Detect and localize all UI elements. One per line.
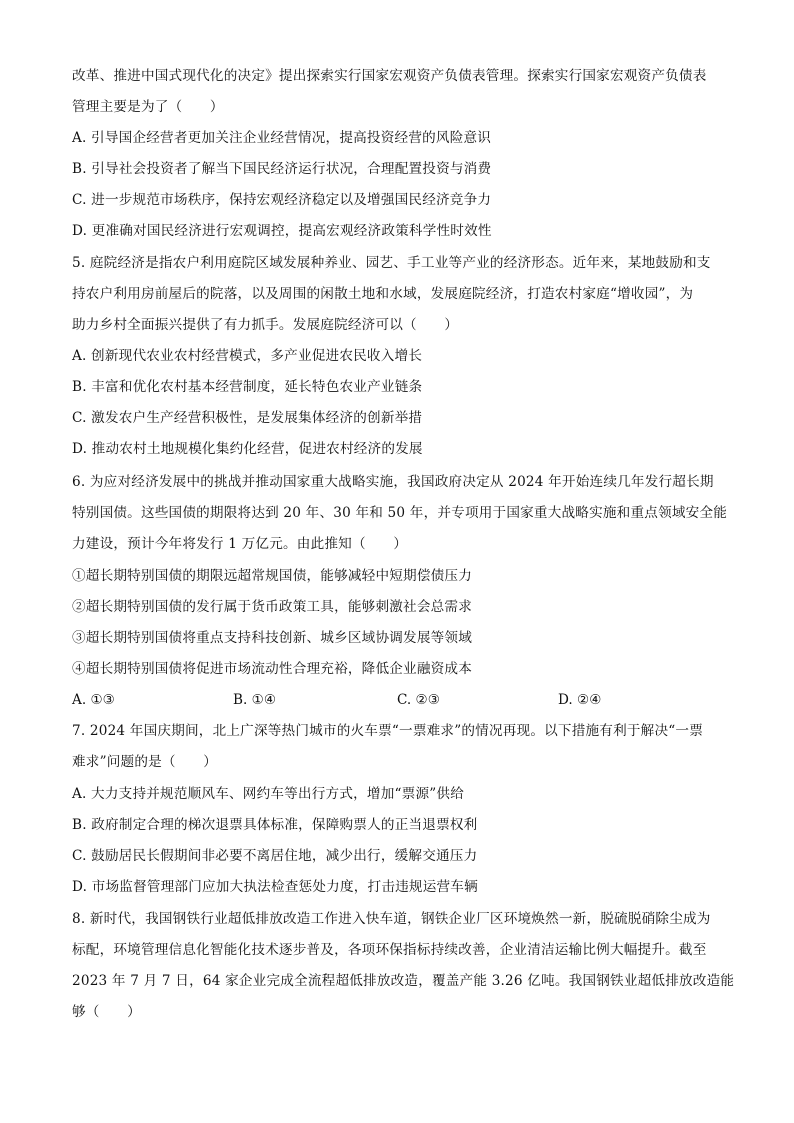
q7-stem-line-2: 难求”问题的是（ ） xyxy=(72,754,218,770)
q4-option-d: D. 更准确对国民经济进行宏观调控，提高宏观经济政策科学性时效性 xyxy=(72,223,492,239)
q6-statement-1: ①超长期特别国债的期限远超常规国债，能够减轻中短期偿债压力 xyxy=(72,568,473,584)
q8-stem-line-3: 2023 年 7 月 7 日，64 家企业完成全流程超低排放改造，覆盖产能 3.26 亿吨。我国钢铁业超低排放改造能 xyxy=(72,973,735,989)
q7-option-c: C. 鼓励居民长假期间非必要不离居住地，减少出行，缓解交通压力 xyxy=(72,848,478,864)
q4-option-c: C. 进一步规范市场秩序，保持宏观经济稳定以及增强国民经济竞争力 xyxy=(72,192,492,208)
q6-option-c: C. ②③ xyxy=(397,692,440,708)
q8-stem-line-1: 8. 新时代，我国钢铁行业超低排放改造工作进入快车道，钢铁企业厂区环境焕然一新，脱硫脱硝除尘成为 xyxy=(72,911,711,927)
q7-option-d: D. 市场监督管理部门应加大执法检查惩处力度，打击违规运营车辆 xyxy=(72,879,478,895)
q6-stem-line-2: 特别国债。这些国债的期限将达到 20 年、30 年和 50 年，并专项用于国家重大战略实施和重点领域安全能 xyxy=(72,505,728,521)
q4-option-b: B. 引导社会投资者了解当下国民经济运行状况，合理配置投资与消费 xyxy=(72,161,492,177)
q5-stem-line-1: 5. 庭院经济是指农户利用庭院区域发展种养业、园艺、手工业等产业的经济形态。近年来，某地鼓励和支 xyxy=(72,255,711,271)
q5-stem-line-3: 助力乡村全面振兴提供了有力抓手。发展庭院经济可以（ ） xyxy=(72,317,459,333)
q8-stem-line-4: 够（ ） xyxy=(72,1004,141,1020)
q5-option-d: D. 推动农村土地规模化集约化经营，促进农村经济的发展 xyxy=(72,441,423,457)
q6-option-d: D. ②④ xyxy=(558,692,602,708)
q7-option-b: B. 政府制定合理的梯次退票具体标准，保障购票人的正当退票权利 xyxy=(72,817,478,833)
q5-stem-line-2: 持农户利用房前屋后的院落，以及周围的闲散土地和水域，发展庭院经济，打造农村家庭“增收园”，为 xyxy=(72,286,694,302)
q6-statement-4: ④超长期特别国债将促进市场流动性合理充裕，降低企业融资成本 xyxy=(72,661,473,677)
q6-stem-line-1: 6. 为应对经济发展中的挑战并推动国家重大战略实施，我国政府决定从 2024 年开始连续几年发行超长期 xyxy=(72,474,714,490)
q4-stem-line-1: 改革、推进中国式现代化的决定》提出探索实行国家宏观资产负债表管理。探索实行国家宏观资产负债表 xyxy=(72,68,707,84)
q7-stem-line-1: 7. 2024 年国庆期间，北上广深等热门城市的火车票“一票难求”的情况再现。以下措施有利于解决“一票 xyxy=(72,723,704,739)
q4-stem-line-2: 管理主要是为了（ ） xyxy=(72,99,224,115)
q7-option-a: A. 大力支持并规范顺风车、网约车等出行方式，增加“票源”供给 xyxy=(72,786,464,802)
q5-option-a: A. 创新现代农业农村经营模式，多产业促进农民收入增长 xyxy=(72,348,423,364)
q8-stem-line-2: 标配，环境管理信息化智能化技术逐步普及，各项环保指标持续改善，企业清洁运输比例大幅提升。截至 xyxy=(72,942,707,958)
q5-option-c: C. 激发农户生产经营积极性，是发展集体经济的创新举措 xyxy=(72,410,423,426)
q6-stem-line-3: 力建设，预计今年将发行 1 万亿元。由此推知（ ） xyxy=(72,536,408,552)
q6-option-a: A. ①③ xyxy=(72,692,115,708)
q6-statement-2: ②超长期特别国债的发行属于货币政策工具，能够刺激社会总需求 xyxy=(72,599,473,615)
q5-option-b: B. 丰富和优化农村基本经营制度，延长特色农业产业链条 xyxy=(72,379,423,395)
q6-option-b: B. ①④ xyxy=(233,692,277,708)
q6-statement-3: ③超长期特别国债将重点支持科技创新、城乡区域协调发展等领域 xyxy=(72,630,473,646)
q4-option-a: A. 引导国企经营者更加关注企业经营情况，提高投资经营的风险意识 xyxy=(72,130,492,146)
